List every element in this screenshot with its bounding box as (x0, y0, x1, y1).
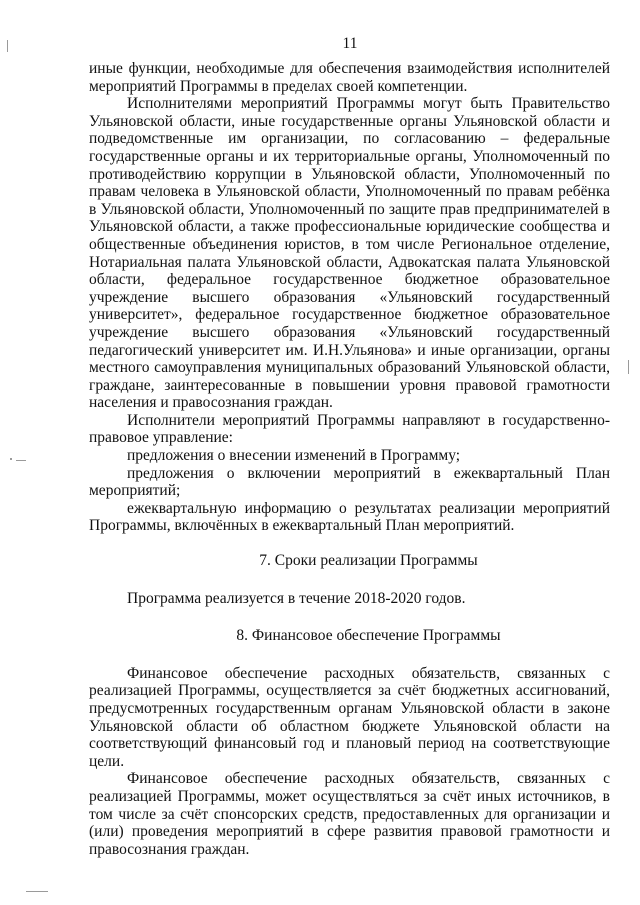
paragraph-functions: иные функции, необходимые для обеспечения взаимодействия исполнителей мероприятий Программы в пределах своей компетенции. (89, 60, 610, 95)
spacer (89, 570, 610, 590)
list-item-proposals-plan: предложения о включении мероприятий в ежеквартальный План мероприятий; (89, 464, 610, 500)
scan-edge-mark-middle (16, 460, 26, 461)
paragraph-executors: Исполнителями мероприятий Программы могут быть Правительство Ульяновской области, иные государственные органы Ульяновской области и подведомственные им организации, по согласованию – федеральные государственные органы и их территориальные органы, Уполномоченный по противодействию коррупции в Ульяновской области, Уполномоченный по правам человека в Ульяновской области, Уполномоченный по правам ребёнка в Ульяновской области, Уполномоченный по защите прав предпринимателей в Ульяновской области, а также профессиональные юридические сообщества и общественные объединения юристов, в том числе Региональное отделение, Нотариальная палата Ульяновской области, Адвокатская палата Ульяновской области, федеральное государственное бюджетное образовательное учреждение высшего образования «Ульяновский государственный университет», федеральное государственное бюджетное образовательное учреждение высшего образования «Ульяновский государственный педагогический университет им. И.Н.Ульянова» и иные организации, органы местного самоуправления муниципальных образований Ульяновской области, граждане, заинтересованные в повышении уровня правовой грамотности населения и правосознания граждан. (89, 95, 610, 412)
paragraph-terms: Программа реализуется в течение 2018-2020 годов. (127, 589, 466, 607)
page-number: 11 (342, 35, 358, 52)
section-heading-terms: 7. Сроки реализации Программы (259, 552, 478, 570)
scan-edge-mark-top (7, 40, 8, 52)
spacer (89, 535, 610, 552)
paragraph-financing-budget: Финансовое обеспечение расходных обязательств, связанных с реализацией Программы, осуществляется за счёт бюджетных ассигнований, предусмотренных государственным органам Ульяновской области в законе Ульяновской области об областном бюджете Ульяновской области на соответствующий финансовый год и плановый период на соответствующие цели. (89, 664, 610, 770)
list-item-quarterly-info: ежеквартальную информацию о результатах реализации мероприятий Программы, включённых в ежеквартальный План мероприятий. (89, 499, 610, 535)
document-body (89, 60, 610, 858)
spacer (89, 645, 610, 665)
spacer (89, 607, 610, 627)
scan-edge-mark-middle-dot (10, 458, 12, 460)
paragraph-executors-send: Исполнители мероприятий Программы направляют в государственно-правовое управление: (89, 411, 610, 447)
paragraph-financing-other: Финансовое обеспечение расходных обязательств, связанных с реализацией Программы, может осуществляться за счёт иных источников, в том числе за счёт спонсорских средств, предоставленных для организации и (или) проведения мероприятий в сфере развития правовой грамотности и правосознания граждан. (89, 770, 610, 858)
list-item-proposals-changes: предложения о внесении изменений в Программу; (127, 447, 461, 465)
section-heading-financing: 8. Финансовое обеспечение Программы (236, 627, 501, 645)
scan-edge-mark-bottom (26, 891, 48, 892)
scan-edge-mark-right (628, 360, 629, 374)
